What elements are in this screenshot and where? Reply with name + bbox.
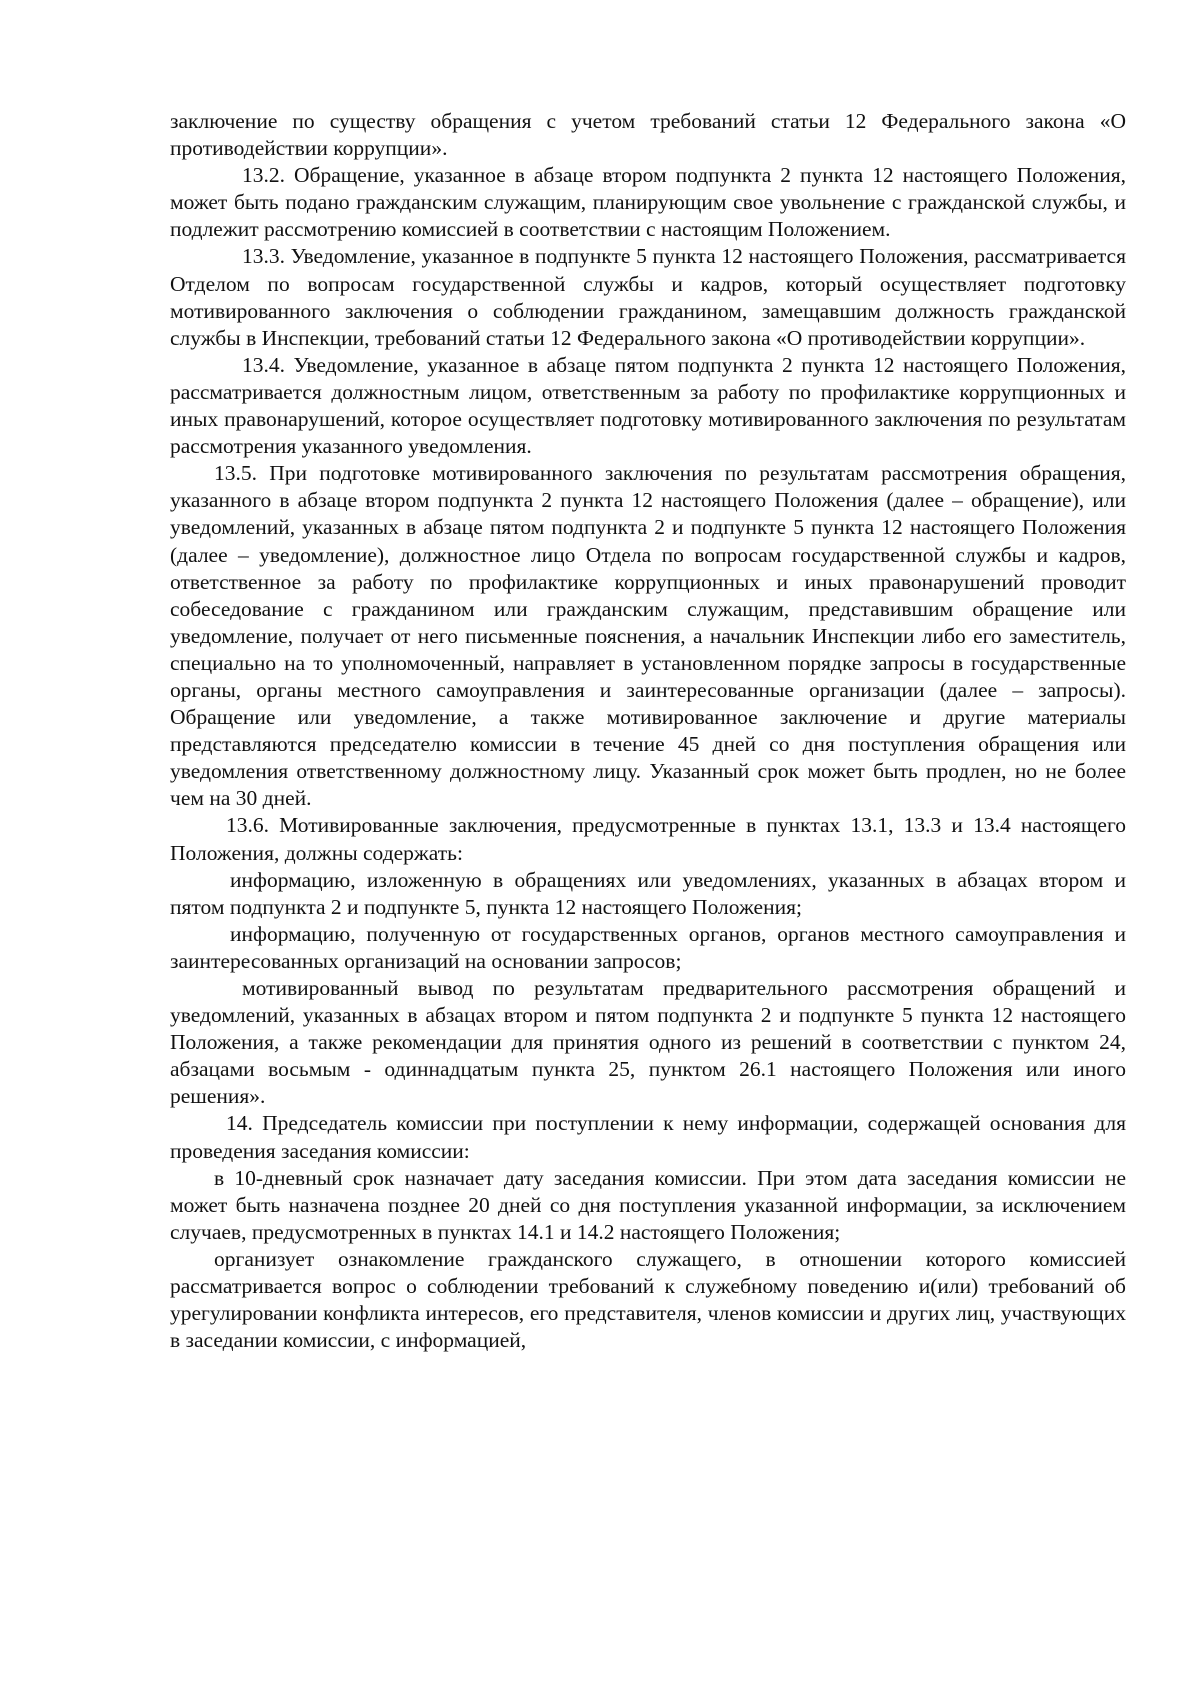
list-item-familiarization: организует ознакомление гражданского служащего, в отношении которого комиссией рассматривается вопрос о соблюдении требований к служебному поведению и(или) требований об урегулировании конфликта интересов, его представителя, членов комиссии и других лиц, участвующих в заседании комиссии, с информацией, xyxy=(170,1246,1126,1353)
list-item-meeting-date: в 10-дневный срок назначает дату заседания комиссии. При этом дата заседания комиссии не может быть назначена позднее 20 дней со дня поступления указанной информации, за исключением случаев, предусмотренных в пунктах 14.1 и 14.2 настоящего Положения; xyxy=(170,1165,1126,1244)
list-item-information-appeals: информацию, изложенную в обращениях или уведомлениях, указанных в абзацах втором и пятом подпункта 2 и подпункте 5, пункта 12 настоящего Положения; xyxy=(170,867,1126,919)
paragraph-14: 14. Председатель комиссии при поступлении к нему информации, содержащей основания для проведения заседания комиссии: xyxy=(170,1111,1126,1163)
document-page xyxy=(170,108,1126,1354)
paragraph-13-3: 13.3. Уведомление, указанное в подпункте 5 пункта 12 настоящего Положения, рассматривается Отделом по вопросам государственной службы и кадров, который осуществляет подготовку мотивированного заключения о соблюдении гражданином, замещавшим должность гражданской службы в Инспекции, требований статьи 12 Федерального закона «О противодействии коррупции». xyxy=(170,244,1126,350)
paragraph-13-2: 13.2. Обращение, указанное в абзаце втором подпункта 2 пункта 12 настоящего Положения, может быть подано гражданским служащим, планирующим свое увольнение с гражданской службы, и подлежит рассмотрению комиссией в соответствии с настоящим Положением. xyxy=(170,163,1126,242)
paragraph-13-4: 13.4. Уведомление, указанное в абзаце пятом подпункта 2 пункта 12 настоящего Положения, рассматривается должностным лицом, ответственным за работу по профилактике коррупционных и иных правонарушений, которое осуществляет подготовку мотивированного заключения по результатам рассмотрения указанного уведомления. xyxy=(170,352,1126,459)
paragraph-13-5: 13.5. При подготовке мотивированного заключения по результатам рассмотрения обращения, указанного в абзаце втором подпункта 2 пункта 12 настоящего Положения (далее – обращение), или уведомлений, указанных в абзаце пятом подпункта 2 и подпункте 5 пункта 12 настоящего Положения (далее – уведомление), должностное лицо Отдела по вопросам государственной службы и кадров, ответственное за работу по профилактике коррупционных и иных правонарушений проводит собеседование с гражданином или гражданским служащим, представившим обращение или уведомление, получает от него письменные пояснения, а начальник Инспекции либо его заместитель, специально на то уполномоченный, направляет в установленном порядке запросы в государственные органы, органы местного самоуправления и заинтересованные организации (далее – запросы). Обращение или уведомление, а также мотивированное заключение и другие материалы представляются председателю комиссии в течение 45 дней со дня поступления обращения или уведомления ответственному должностному лицу. Указанный срок может быть продлен, но не более чем на 30 дней. xyxy=(170,461,1126,811)
paragraph-continuation: заключение по существу обращения с учетом требований статьи 12 Федерального закона «О противодействии коррупции». xyxy=(170,109,1126,161)
paragraph-13-6: 13.6. Мотивированные заключения, предусмотренные в пунктах 13.1, 13.3 и 13.4 настоящего Положения, должны содержать: xyxy=(170,813,1126,865)
list-item-motivated-conclusion: мотивированный вывод по результатам предварительного рассмотрения обращений и уведомлений, указанных в абзацах втором и пятом подпункта 2 и подпункте 5 пункта 12 настоящего Положения, а также рекомендации для принятия одного из решений в соответствии с пунктом 24, абзацами восьмым - одиннадцатым пункта 25, пунктом 26.1 настоящего Положения или иного решения». xyxy=(170,976,1126,1109)
list-item-information-requests: информацию, полученную от государственных органов, органов местного самоуправления и заинтересованных организаций на основании запросов; xyxy=(170,921,1126,973)
